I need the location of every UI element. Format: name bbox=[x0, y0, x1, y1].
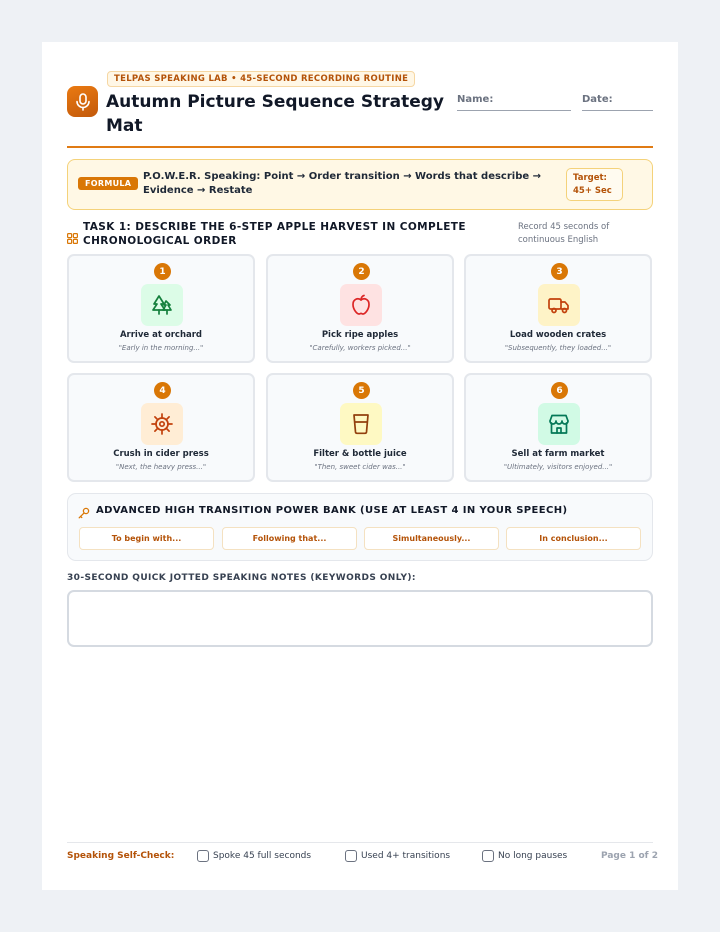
step-quote: "Carefully, workers picked..." bbox=[309, 344, 411, 352]
step-card-4 bbox=[67, 373, 255, 482]
self-check-label: Spoke 45 full seconds bbox=[213, 851, 312, 861]
step-label: Filter & bottle juice bbox=[313, 449, 407, 459]
self-check-item[interactable] bbox=[345, 850, 450, 862]
checkbox[interactable] bbox=[197, 850, 209, 862]
tagline-badge: TELPAS SPEAKING LAB • 45-SECOND RECORDING ROUTINE bbox=[107, 71, 415, 87]
key-icon bbox=[78, 504, 90, 523]
step-label: Sell at farm market bbox=[511, 449, 605, 459]
step-card-6 bbox=[464, 373, 652, 482]
self-check-item[interactable] bbox=[482, 850, 567, 862]
grid-icon bbox=[67, 229, 78, 248]
step-quote: "Then, sweet cider was..." bbox=[314, 463, 406, 471]
step-number: 4 bbox=[154, 382, 171, 399]
transition-chip: Simultaneously... bbox=[364, 527, 499, 550]
step-number: 1 bbox=[154, 263, 171, 280]
self-check-label: Speaking Self-Check: bbox=[67, 851, 175, 861]
footer-divider bbox=[67, 842, 653, 843]
name-label: Name: bbox=[457, 94, 494, 105]
step-number: 3 bbox=[551, 263, 568, 280]
self-check-label: Used 4+ transitions bbox=[361, 851, 451, 861]
checkbox[interactable] bbox=[482, 850, 494, 862]
date-label: Date: bbox=[582, 94, 613, 105]
formula-banner bbox=[67, 159, 653, 210]
trees-icon bbox=[141, 284, 183, 326]
formula-text: P.O.W.E.R. Speaking: Point → Order transition → Words that describe → Evidence → Restate bbox=[143, 171, 542, 196]
microphone-icon bbox=[67, 86, 98, 117]
page-number: Page 1 of 2 bbox=[601, 851, 658, 861]
transition-power-bank bbox=[67, 493, 653, 561]
apple-icon bbox=[340, 284, 382, 326]
step-label: Crush in cider press bbox=[113, 449, 209, 459]
worksheet-page bbox=[42, 42, 678, 890]
notes-field[interactable] bbox=[67, 590, 653, 647]
step-number: 6 bbox=[551, 382, 568, 399]
step-label: Arrive at orchard bbox=[119, 330, 203, 340]
step-label: Load wooden crates bbox=[509, 330, 607, 340]
step-card-2 bbox=[266, 254, 454, 363]
bank-heading: ADVANCED HIGH TRANSITION POWER BANK (USE AT LEAST 4 IN YOUR SPEECH) bbox=[96, 505, 568, 516]
store-icon bbox=[538, 403, 580, 445]
date-field[interactable] bbox=[582, 110, 653, 111]
page-title: Autumn Picture Sequence Strategy Mat bbox=[106, 92, 444, 136]
header-divider bbox=[67, 146, 653, 148]
gear-icon bbox=[141, 403, 183, 445]
transition-chip: Following that... bbox=[222, 527, 357, 550]
truck-icon bbox=[538, 284, 580, 326]
step-card-1 bbox=[67, 254, 255, 363]
step-card-5 bbox=[266, 373, 454, 482]
step-number: 5 bbox=[353, 382, 370, 399]
step-number: 2 bbox=[353, 263, 370, 280]
step-quote: "Subsequently, they loaded..." bbox=[504, 344, 612, 352]
transition-chip: In conclusion... bbox=[506, 527, 641, 550]
self-check-label: No long pauses bbox=[498, 851, 568, 861]
target-badge: Target: 45+ Sec bbox=[566, 168, 623, 201]
transition-chip: To begin with... bbox=[79, 527, 214, 550]
step-quote: "Next, the heavy press..." bbox=[115, 463, 207, 471]
checkbox[interactable] bbox=[345, 850, 357, 862]
step-quote: "Early in the morning..." bbox=[118, 344, 204, 352]
step-label: Pick ripe apples bbox=[321, 330, 399, 340]
step-quote: "Ultimately, visitors enjoyed..." bbox=[503, 463, 613, 471]
name-field[interactable] bbox=[457, 110, 571, 111]
step-card-3 bbox=[464, 254, 652, 363]
task-note: Record 45 seconds of continuous English bbox=[518, 222, 610, 245]
glass-icon bbox=[340, 403, 382, 445]
notes-heading: 30-SECOND QUICK JOTTED SPEAKING NOTES (KEYWORDS ONLY): bbox=[67, 573, 416, 583]
self-check-item[interactable] bbox=[197, 850, 311, 862]
task-heading: TASK 1: DESCRIBE THE 6-STEP APPLE HARVEST IN COMPLETE CHRONOLOGICAL ORDER bbox=[83, 221, 466, 247]
formula-badge: FORMULA bbox=[78, 177, 138, 190]
